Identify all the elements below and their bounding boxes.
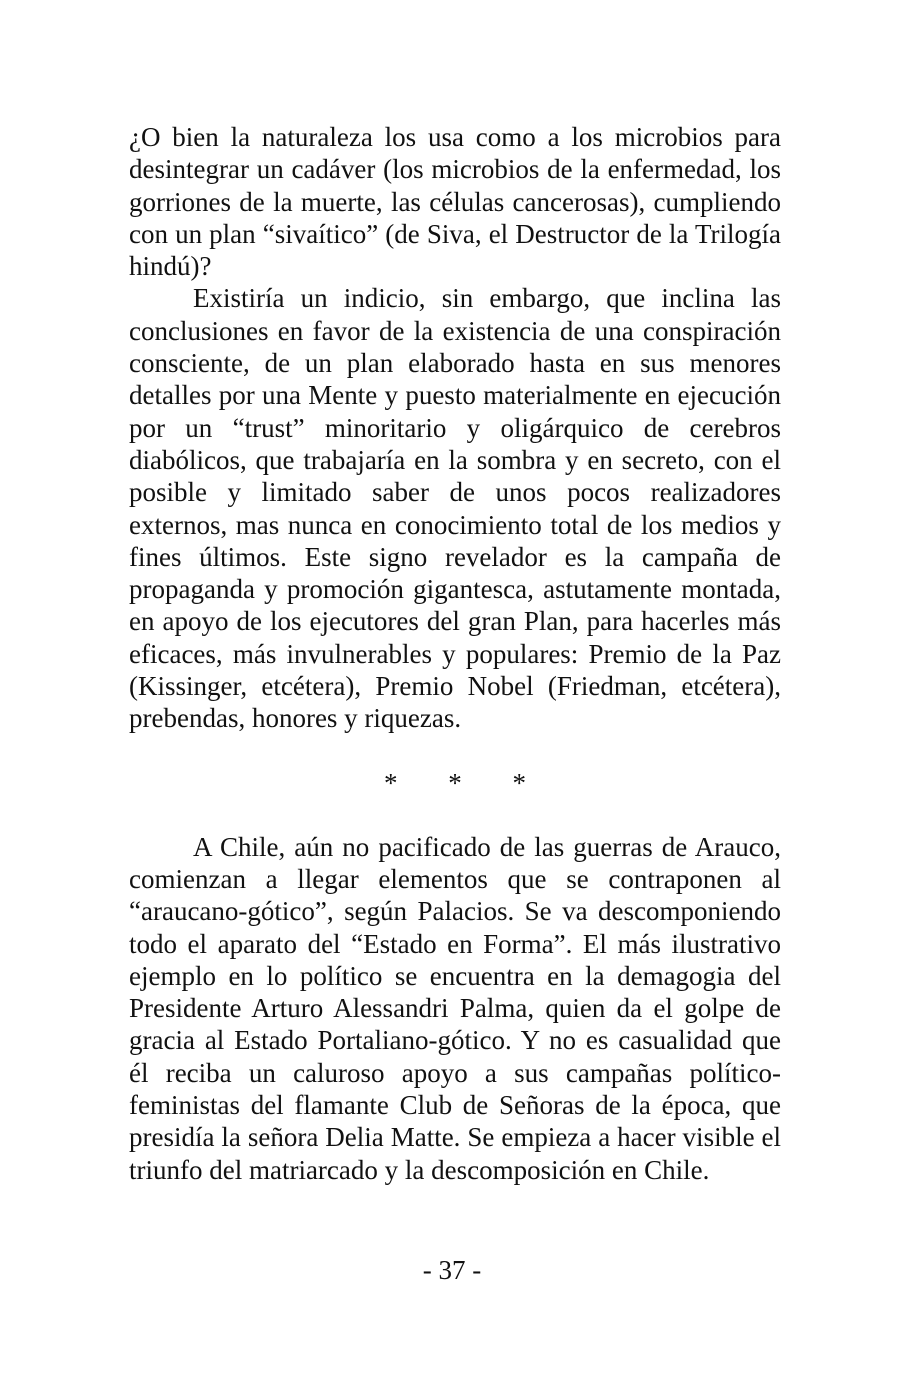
paragraph-1: ¿O bien la naturaleza los usa como a los microbios para desintegrar un cadáver (los microbios de la enfermedad, los gorriones de la muerte, las células cancerosas), cumpliendo con un plan “sivaítico” (de Siva, el Destructor de la Trilogía hindú)? bbox=[129, 122, 781, 282]
paragraph-3: A Chile, aún no pacificado de las guerras de Arauco, comienzan a llegar elementos que se contraponen al “araucano-gótico”, según Palacios. Se va descomponiendo todo el aparato del “Estado en Forma”. El más ilustrativo ejemplo en lo político se encuentra en la demagogia del Presidente Arturo Alessandri Palma, quien da el golpe de gracia al Estado Portaliano-gótico. Y no es casualidad que él reciba un caluroso apoyo a sus campañas político-feministas del flamante Club de Señoras de la época, que presidía la señora Delia Matte. Se empieza a hacer visible el triunfo del matriarcado y la descomposición en Chile. bbox=[129, 831, 781, 1185]
paragraph-2: Existiría un indicio, sin embargo, que inclina las conclusiones en favor de la existencia de una conspiración consciente, de un plan elaborado hasta en sus menores detalles por una Mente y puesto materialmente en ejecución por un “trust” minoritario y oligárquico de cerebros diabólicos, que trabajaría en la sombra y en secreto, con el posible y limitado saber de unos pocos realizadores externos, mas nunca en conocimiento total de los medios y fines últimos. Este signo revelador es la campaña de propaganda y promoción gigantesca, astutamente montada, en apoyo de los ejecutores del gran Plan, para hacerles más eficaces, más invulnerables y populares: Premio de la Paz (Kissinger, etcétera), Premio Nobel (Friedman, etcétera), prebendas, honores y riquezas. bbox=[129, 283, 781, 734]
page-number: - 37 - bbox=[422, 1255, 482, 1285]
section-separator: * * * bbox=[384, 767, 548, 798]
page-body bbox=[129, 121, 781, 1186]
